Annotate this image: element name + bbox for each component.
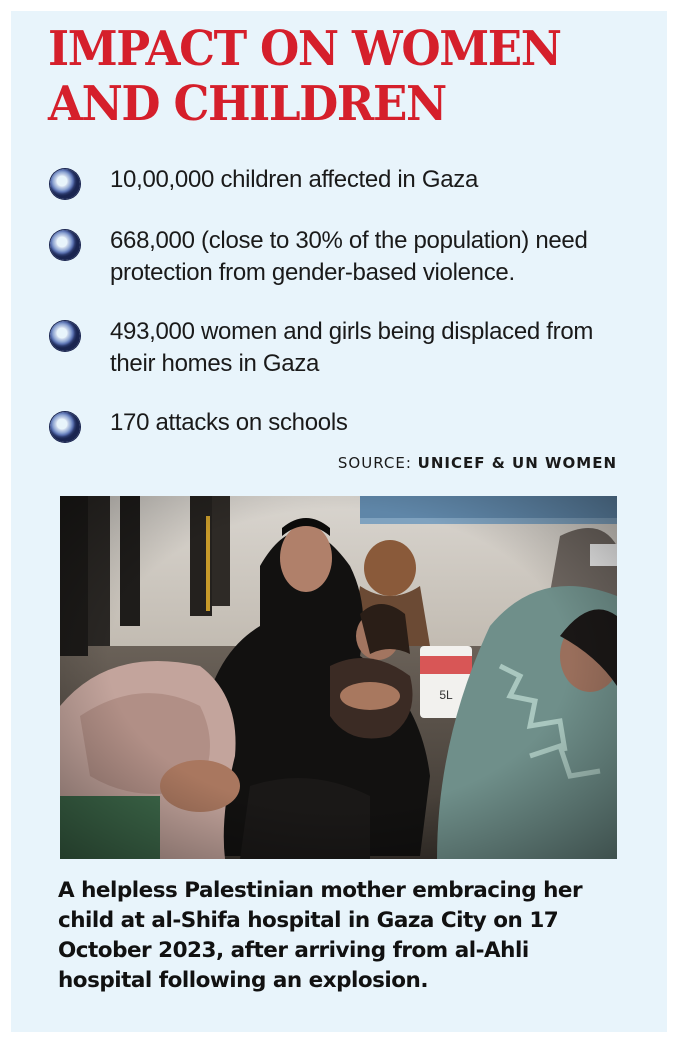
news-photo	[60, 496, 617, 859]
source-credit	[338, 454, 617, 472]
photo-illustration	[60, 496, 617, 859]
list-item-text: 668,000 (close to 30% of the population) need protection from gender-based violence.	[110, 227, 588, 286]
list-item-text: 493,000 women and girls being displaced from their homes in Gaza	[110, 318, 594, 377]
page-title: IMPACT ON WOMEN AND CHILDREN	[48, 21, 561, 132]
list-item	[50, 164, 478, 196]
list-item-text: 10,00,000 children affected in Gaza	[110, 166, 478, 193]
source-label: SOURCE:	[337, 454, 412, 472]
bullet-ring-icon	[50, 321, 80, 351]
bullet-ring-icon	[50, 412, 80, 442]
list-item	[50, 407, 348, 439]
photo-caption: A helpless Palestinian mother embracing her child at al-Shifa hospital in Gaza City on 17 October 2023, after arriving from al-Ahli hospital following an explosion.	[58, 878, 583, 993]
bullet-ring-icon	[50, 230, 80, 260]
list-item	[50, 316, 620, 380]
list-item	[50, 225, 620, 289]
bullet-ring-icon	[50, 169, 80, 199]
source-name: UNICEF & UN WOMEN	[417, 454, 617, 472]
list-item-text: 170 attacks on schools	[110, 409, 348, 436]
